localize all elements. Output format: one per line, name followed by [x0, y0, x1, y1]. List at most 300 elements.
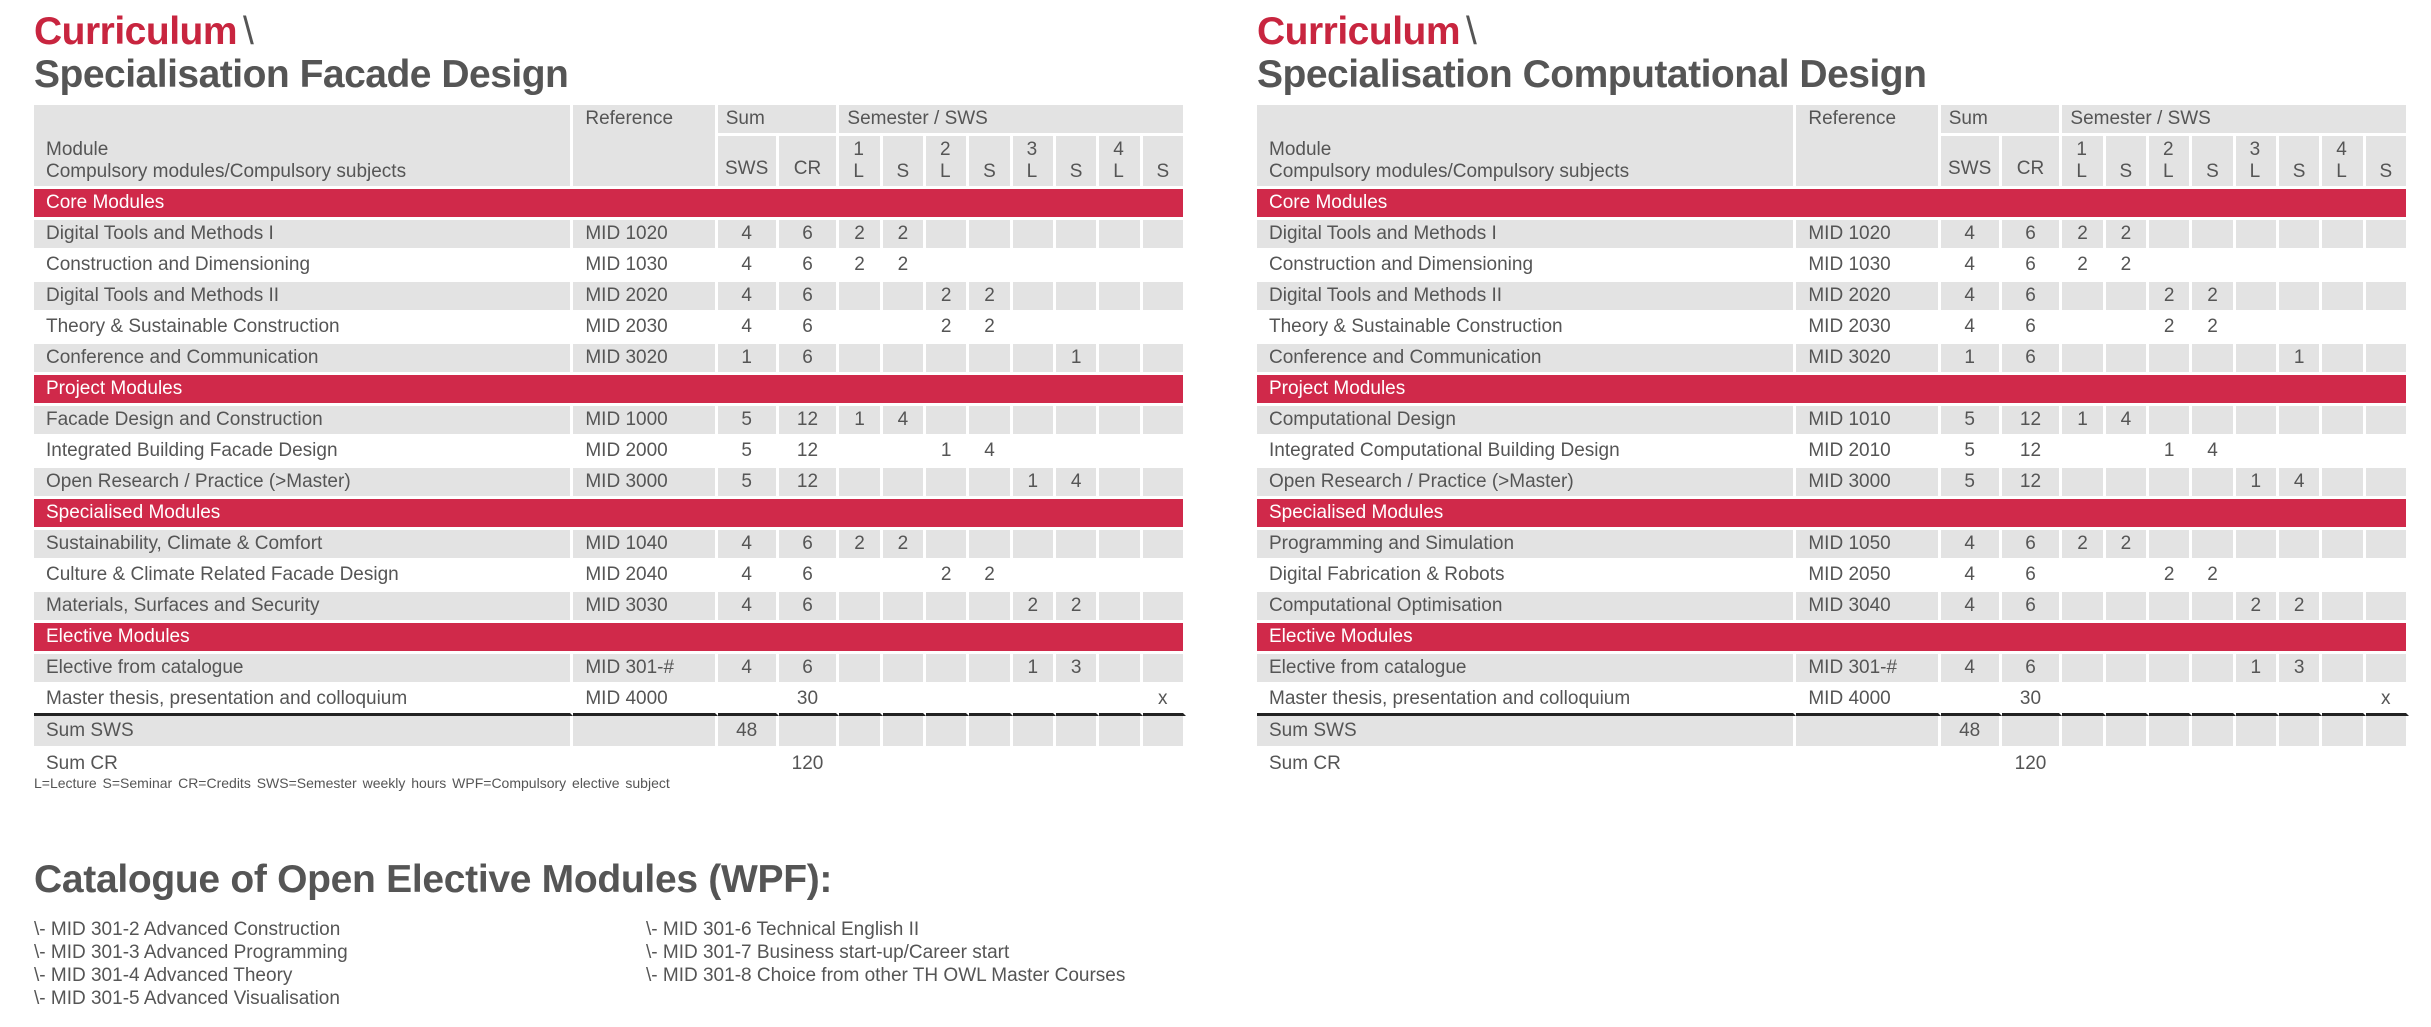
semester-lecture-hours: [926, 530, 969, 561]
cr-header: CR: [2002, 136, 2063, 189]
semester-seminar-hours: 4: [2106, 406, 2149, 437]
semester-lecture-hours: [1013, 313, 1056, 344]
semester-seminar-header: [2106, 136, 2149, 189]
curriculum-panel-computational: [1257, 10, 2409, 782]
semester-lecture-hours: [926, 592, 969, 623]
section-title: Project Modules: [1257, 375, 2409, 406]
semester-seminar-hours: 2: [969, 313, 1012, 344]
semester-lecture-hours: 1: [926, 437, 969, 468]
semester-seminar-hours: 2: [969, 561, 1012, 592]
semester-seminar-hours: 3: [2279, 654, 2322, 685]
module-sws: 5: [1941, 437, 2002, 468]
semester-seminar-hours: 2: [2106, 220, 2149, 251]
semester-seminar-hours: [1056, 313, 1099, 344]
module-cr: 6: [779, 282, 840, 313]
lecture-label: L: [1113, 161, 1124, 182]
module-sws: 4: [1941, 282, 2002, 313]
sum-empty-cell: [839, 749, 882, 782]
module-cr: 6: [779, 251, 840, 282]
module-row: [1257, 530, 2409, 561]
module-cr: 6: [779, 344, 840, 375]
module-row: [1257, 313, 2409, 344]
sum-empty-cell: [2279, 749, 2322, 782]
module-name: Construction and Dimensioning: [1257, 251, 1796, 282]
sum-empty-cell: [926, 749, 969, 782]
module-reference: MID 2010: [1796, 437, 1940, 468]
semester-seminar-header: [2366, 136, 2409, 189]
module-name: Open Research / Practice (>Master): [1257, 468, 1796, 499]
module-sws: 4: [718, 654, 779, 685]
semester-seminar-hours: [2192, 468, 2235, 499]
semester-lecture-hours: 1: [2149, 437, 2192, 468]
semester-lecture-hours: [1099, 251, 1142, 282]
module-sws: 4: [1941, 592, 2002, 623]
semester-seminar-hours: [883, 654, 926, 685]
semester-number: 4: [1113, 139, 1124, 160]
semester-seminar-hours: [2366, 313, 2409, 344]
semester-seminar-hours: [2106, 468, 2149, 499]
sum-empty-cell: [839, 716, 882, 749]
semester-lecture-hours: [2149, 685, 2192, 716]
module-row: [34, 468, 1186, 499]
semester-lecture-hours: [1013, 251, 1056, 282]
sum-empty-cell: [1013, 716, 1056, 749]
semester-lecture-hours: [839, 344, 882, 375]
semester-seminar-hours: [969, 406, 1012, 437]
module-sws: [718, 685, 779, 716]
module-reference: MID 1030: [1796, 251, 1940, 282]
semester-lecture-header: [926, 136, 969, 189]
sum-empty-cell: [1099, 716, 1142, 749]
semester-seminar-header: [969, 136, 1012, 189]
semester-seminar-hours: [1143, 654, 1186, 685]
semester-number: 3: [1026, 139, 1038, 160]
module-name: Computational Design: [1257, 406, 1796, 437]
module-cr: 6: [2002, 592, 2063, 623]
module-reference: MID 2040: [573, 561, 717, 592]
module-row: [1257, 220, 2409, 251]
semester-seminar-hours: [969, 468, 1012, 499]
semester-seminar-hours: [2106, 437, 2149, 468]
semester-lecture-hours: [926, 251, 969, 282]
title-separator: \: [1466, 10, 1477, 53]
semester-lecture-hours: [926, 468, 969, 499]
seminar-label: S: [2119, 161, 2133, 182]
semester-seminar-hours: 2: [2192, 561, 2235, 592]
semester-seminar-hours: [883, 592, 926, 623]
semester-seminar-hours: [1056, 406, 1099, 437]
semester-number: 4: [2336, 139, 2347, 160]
semester-seminar-hours: [969, 654, 1012, 685]
section-title: Specialised Modules: [1257, 499, 2409, 530]
semester-lecture-hours: 2: [2062, 220, 2105, 251]
module-sws: 5: [718, 437, 779, 468]
semester-lecture-header: [2322, 136, 2365, 189]
sum-empty-cell: [2192, 716, 2235, 749]
module-reference: MID 1040: [573, 530, 717, 561]
semester-lecture-hours: [2322, 251, 2365, 282]
sum-empty-cell: [2192, 749, 2235, 782]
sum-empty-cell: [2366, 716, 2409, 749]
semester-lecture-hours: [2322, 313, 2365, 344]
semester-lecture-hours: [1099, 437, 1142, 468]
module-header: [34, 105, 573, 189]
module-reference: MID 301-#: [1796, 654, 1940, 685]
semester-seminar-hours: [2279, 313, 2322, 344]
curriculum-table: [1257, 105, 2409, 782]
module-name: Facade Design and Construction: [34, 406, 573, 437]
section-row: [34, 375, 1186, 406]
catalogue-item: \- MID 301-7 Business start-up/Career start: [646, 942, 1010, 963]
semester-seminar-hours: 2: [2192, 313, 2235, 344]
semester-seminar-hours: [1143, 437, 1186, 468]
sum-empty-cell: [969, 749, 1012, 782]
lecture-label: L: [940, 161, 951, 182]
semester-seminar-hours: [969, 220, 1012, 251]
semester-lecture-hours: [1099, 654, 1142, 685]
module-reference: MID 4000: [573, 685, 717, 716]
module-name: Sustainability, Climate & Comfort: [34, 530, 573, 561]
lecture-label: L: [1026, 161, 1038, 182]
module-sws: 4: [718, 561, 779, 592]
module-cr: 6: [779, 561, 840, 592]
section-row: [34, 189, 1186, 220]
semester-seminar-hours: 2: [2279, 592, 2322, 623]
semester-lecture-hours: [2062, 468, 2105, 499]
sum-empty-cell: [1013, 749, 1056, 782]
header-row: [1257, 105, 2409, 136]
semester-lecture-hours: [2062, 282, 2105, 313]
semester-lecture-hours: 2: [1013, 592, 1056, 623]
sum-cr-value: 120: [779, 749, 840, 782]
module-row: [1257, 685, 2409, 716]
semester-lecture-hours: [2062, 437, 2105, 468]
module-row: [1257, 437, 2409, 468]
module-row: [34, 313, 1186, 344]
semester-lecture-hours: 1: [2236, 654, 2279, 685]
module-name: Elective from catalogue: [1257, 654, 1796, 685]
module-reference: MID 2030: [573, 313, 717, 344]
semester-lecture-hours: [2322, 685, 2365, 716]
module-reference: MID 4000: [1796, 685, 1940, 716]
semester-lecture-hours: [2062, 344, 2105, 375]
sum-cr-label: Sum CR: [34, 749, 573, 782]
semester-lecture-header: [2236, 136, 2279, 189]
module-reference: MID 1050: [1796, 530, 1940, 561]
module-row: [1257, 251, 2409, 282]
sum-empty-cell: [2002, 716, 2063, 749]
semester-seminar-hours: [2279, 530, 2322, 561]
module-name: Digital Tools and Methods I: [34, 220, 573, 251]
module-sws: 4: [718, 313, 779, 344]
sum-sws-ref-cell: [573, 716, 717, 749]
module-sws: 4: [718, 220, 779, 251]
module-reference: MID 1000: [573, 406, 717, 437]
curriculum-title: Curriculum: [34, 10, 238, 53]
module-name: Digital Fabrication & Robots: [1257, 561, 1796, 592]
sum-header: Sum: [718, 105, 840, 136]
semester-lecture-hours: [839, 468, 882, 499]
module-name: Construction and Dimensioning: [34, 251, 573, 282]
sum-empty-cell: [779, 716, 840, 749]
semester-seminar-hours: [2106, 561, 2149, 592]
module-cr: 30: [2002, 685, 2063, 716]
semester-seminar-hours: x: [1143, 685, 1186, 716]
semester-lecture-hours: 2: [926, 313, 969, 344]
semester-seminar-hours: [2192, 220, 2235, 251]
module-sws: 4: [1941, 313, 2002, 344]
sum-empty-cell: [1099, 749, 1142, 782]
section-row: [1257, 375, 2409, 406]
semester-lecture-hours: 2: [839, 530, 882, 561]
semester-header: Semester / SWS: [2062, 105, 2409, 136]
module-row: [34, 220, 1186, 251]
module-sws: 4: [1941, 251, 2002, 282]
lecture-label: L: [2163, 161, 2174, 182]
title-separator: \: [243, 10, 254, 53]
semester-lecture-hours: [2062, 685, 2105, 716]
semester-seminar-hours: 1: [2279, 344, 2322, 375]
module-cr: 6: [2002, 220, 2063, 251]
semester-seminar-hours: [2366, 406, 2409, 437]
sum-sws-value: 48: [1941, 716, 2002, 749]
semester-lecture-hours: [2149, 251, 2192, 282]
semester-lecture-hours: 2: [839, 251, 882, 282]
semester-seminar-hours: [2366, 282, 2409, 313]
semester-seminar-hours: [1143, 344, 1186, 375]
section-title: Elective Modules: [1257, 623, 2409, 654]
semester-seminar-hours: 2: [2192, 282, 2235, 313]
module-sws: 4: [718, 530, 779, 561]
sum-empty-cell: [2322, 749, 2365, 782]
module-row: [34, 561, 1186, 592]
module-row: [1257, 344, 2409, 375]
semester-lecture-hours: [2322, 561, 2365, 592]
semester-seminar-hours: [2366, 592, 2409, 623]
semester-seminar-hours: [883, 344, 926, 375]
sum-sws-row: [1257, 716, 2409, 749]
semester-lecture-hours: 2: [2062, 530, 2105, 561]
module-row: [34, 251, 1186, 282]
semester-seminar-hours: 2: [969, 282, 1012, 313]
module-name: Theory & Sustainable Construction: [1257, 313, 1796, 344]
module-cr: 6: [2002, 251, 2063, 282]
semester-lecture-hours: 2: [2149, 313, 2192, 344]
semester-lecture-hours: [839, 282, 882, 313]
semester-seminar-hours: [2366, 344, 2409, 375]
module-reference: MID 3000: [1796, 468, 1940, 499]
semester-lecture-hours: [1013, 282, 1056, 313]
semester-seminar-hours: [2192, 344, 2235, 375]
module-reference: MID 1020: [1796, 220, 1940, 251]
semester-seminar-hours: [969, 685, 1012, 716]
semester-lecture-header: [1013, 136, 1056, 189]
module-reference: MID 3000: [573, 468, 717, 499]
module-row: [34, 592, 1186, 623]
semester-lecture-hours: [839, 592, 882, 623]
sum-empty-cell: [2322, 716, 2365, 749]
semester-seminar-hours: [2192, 592, 2235, 623]
sum-empty-cell: [2366, 749, 2409, 782]
module-name: Integrated Computational Building Design: [1257, 437, 1796, 468]
semester-seminar-hours: 2: [883, 251, 926, 282]
semester-lecture-hours: [1099, 592, 1142, 623]
sum-empty-cell: [2106, 749, 2149, 782]
semester-seminar-hours: [2366, 468, 2409, 499]
module-sws: 4: [1941, 530, 2002, 561]
semester-seminar-hours: 4: [2279, 468, 2322, 499]
semester-seminar-hours: [2366, 220, 2409, 251]
catalogue-title: Catalogue of Open Elective Modules (WPF):: [34, 858, 833, 901]
lecture-label: L: [2076, 161, 2087, 182]
sum-empty-cell: [2149, 749, 2192, 782]
section-title: Specialised Modules: [34, 499, 1186, 530]
semester-lecture-hours: [2322, 220, 2365, 251]
semester-lecture-hours: [1013, 685, 1056, 716]
semester-seminar-hours: [1143, 561, 1186, 592]
module-sws: 4: [718, 592, 779, 623]
sum-cr-ref-cell: [1796, 749, 1940, 782]
module-reference: MID 2000: [573, 437, 717, 468]
semester-lecture-hours: 1: [1013, 654, 1056, 685]
semester-seminar-hours: [883, 437, 926, 468]
semester-lecture-hours: [2236, 220, 2279, 251]
module-name: Elective from catalogue: [34, 654, 573, 685]
semester-seminar-hours: [2279, 251, 2322, 282]
sum-empty-cell: [2149, 716, 2192, 749]
semester-seminar-hours: 2: [883, 220, 926, 251]
module-row: [1257, 592, 2409, 623]
module-name: Digital Tools and Methods II: [1257, 282, 1796, 313]
semester-seminar-hours: [1056, 437, 1099, 468]
catalogue-list-right: [646, 918, 1125, 987]
catalogue-item: \- MID 301-2 Advanced Construction: [34, 919, 341, 940]
semester-seminar-hours: [969, 592, 1012, 623]
module-row: [34, 344, 1186, 375]
sum-cr-row: [1257, 749, 2409, 782]
seminar-label: S: [1069, 161, 1083, 182]
semester-lecture-hours: [2322, 468, 2365, 499]
abbreviation-legend: L=Lecture S=Seminar CR=Credits SWS=Semester weekly hours WPF=Compulsory elective subject: [34, 775, 670, 791]
semester-lecture-hours: [1013, 530, 1056, 561]
module-name: Theory & Sustainable Construction: [34, 313, 573, 344]
semester-seminar-hours: [2366, 530, 2409, 561]
module-cr: 6: [2002, 530, 2063, 561]
semester-seminar-header: [1056, 136, 1099, 189]
sum-empty-cell: [2236, 749, 2279, 782]
semester-seminar-hours: [2279, 406, 2322, 437]
module-cr: 6: [2002, 654, 2063, 685]
sum-cr-label: Sum CR: [1257, 749, 1796, 782]
seminar-label: S: [2379, 161, 2393, 182]
seminar-label: S: [1156, 161, 1170, 182]
module-sub-label: Compulsory modules/Compulsory subjects: [1269, 161, 1630, 182]
module-name: Conference and Communication: [1257, 344, 1796, 375]
semester-lecture-hours: [2149, 530, 2192, 561]
semester-seminar-header: [883, 136, 926, 189]
module-reference: MID 2020: [1796, 282, 1940, 313]
semester-lecture-hours: [1099, 406, 1142, 437]
sum-empty-cell: [883, 716, 926, 749]
semester-lecture-hours: [2149, 468, 2192, 499]
semester-seminar-hours: [2192, 685, 2235, 716]
seminar-label: S: [983, 161, 996, 182]
module-cr: 6: [779, 313, 840, 344]
section-title: Core Modules: [1257, 189, 2409, 220]
module-row: [34, 437, 1186, 468]
semester-lecture-hours: 1: [839, 406, 882, 437]
module-cr: 6: [2002, 282, 2063, 313]
semester-lecture-header: [1099, 136, 1142, 189]
semester-lecture-hours: [1099, 282, 1142, 313]
semester-lecture-hours: [2236, 313, 2279, 344]
semester-lecture-hours: [926, 685, 969, 716]
module-sws: 5: [1941, 406, 2002, 437]
sum-empty-cell: [1143, 716, 1186, 749]
curriculum-panel-facade: [34, 10, 1186, 782]
semester-lecture-hours: [1099, 313, 1142, 344]
semester-seminar-hours: [969, 344, 1012, 375]
curriculum-table: [34, 105, 1186, 782]
semester-lecture-hours: 2: [926, 561, 969, 592]
module-name: Computational Optimisation: [1257, 592, 1796, 623]
sum-cr-sws-cell: [718, 749, 779, 782]
module-cr: 6: [779, 592, 840, 623]
module-row: [34, 406, 1186, 437]
semester-lecture-header: [2062, 136, 2105, 189]
sws-header: SWS: [1941, 136, 2002, 189]
semester-seminar-hours: [2279, 561, 2322, 592]
module-row: [1257, 561, 2409, 592]
semester-lecture-hours: [839, 313, 882, 344]
reference-header: Reference: [1796, 105, 1940, 189]
module-row: [34, 530, 1186, 561]
module-cr: 12: [779, 468, 840, 499]
semester-seminar-hours: [2279, 220, 2322, 251]
semester-lecture-hours: [1099, 685, 1142, 716]
module-name: Materials, Surfaces and Security: [34, 592, 573, 623]
module-cr: 6: [2002, 344, 2063, 375]
module-label: Module: [46, 139, 109, 160]
catalogue-list-left: [34, 918, 348, 1010]
semester-number: 3: [2249, 139, 2261, 160]
semester-seminar-hours: [883, 561, 926, 592]
semester-seminar-hours: [1056, 561, 1099, 592]
module-sws: 1: [1941, 344, 2002, 375]
module-reference: MID 3040: [1796, 592, 1940, 623]
sum-empty-cell: [1143, 749, 1186, 782]
module-header: [1257, 105, 1796, 189]
module-name: Conference and Communication: [34, 344, 573, 375]
semester-lecture-hours: [1013, 344, 1056, 375]
semester-seminar-hours: [1056, 530, 1099, 561]
module-cr: 6: [779, 654, 840, 685]
module-reference: MID 2020: [573, 282, 717, 313]
module-name: Culture & Climate Related Facade Design: [34, 561, 573, 592]
semester-seminar-hours: [1056, 220, 1099, 251]
sum-empty-cell: [2106, 716, 2149, 749]
semester-seminar-hours: 2: [2106, 251, 2149, 282]
module-reference: MID 301-#: [573, 654, 717, 685]
module-cr: 6: [2002, 561, 2063, 592]
semester-lecture-hours: 1: [2236, 468, 2279, 499]
module-cr: 12: [779, 406, 840, 437]
section-row: [1257, 623, 2409, 654]
semester-seminar-header: [2192, 136, 2235, 189]
sum-empty-cell: [1056, 716, 1099, 749]
semester-seminar-hours: 2: [1056, 592, 1099, 623]
module-sws: 1: [718, 344, 779, 375]
